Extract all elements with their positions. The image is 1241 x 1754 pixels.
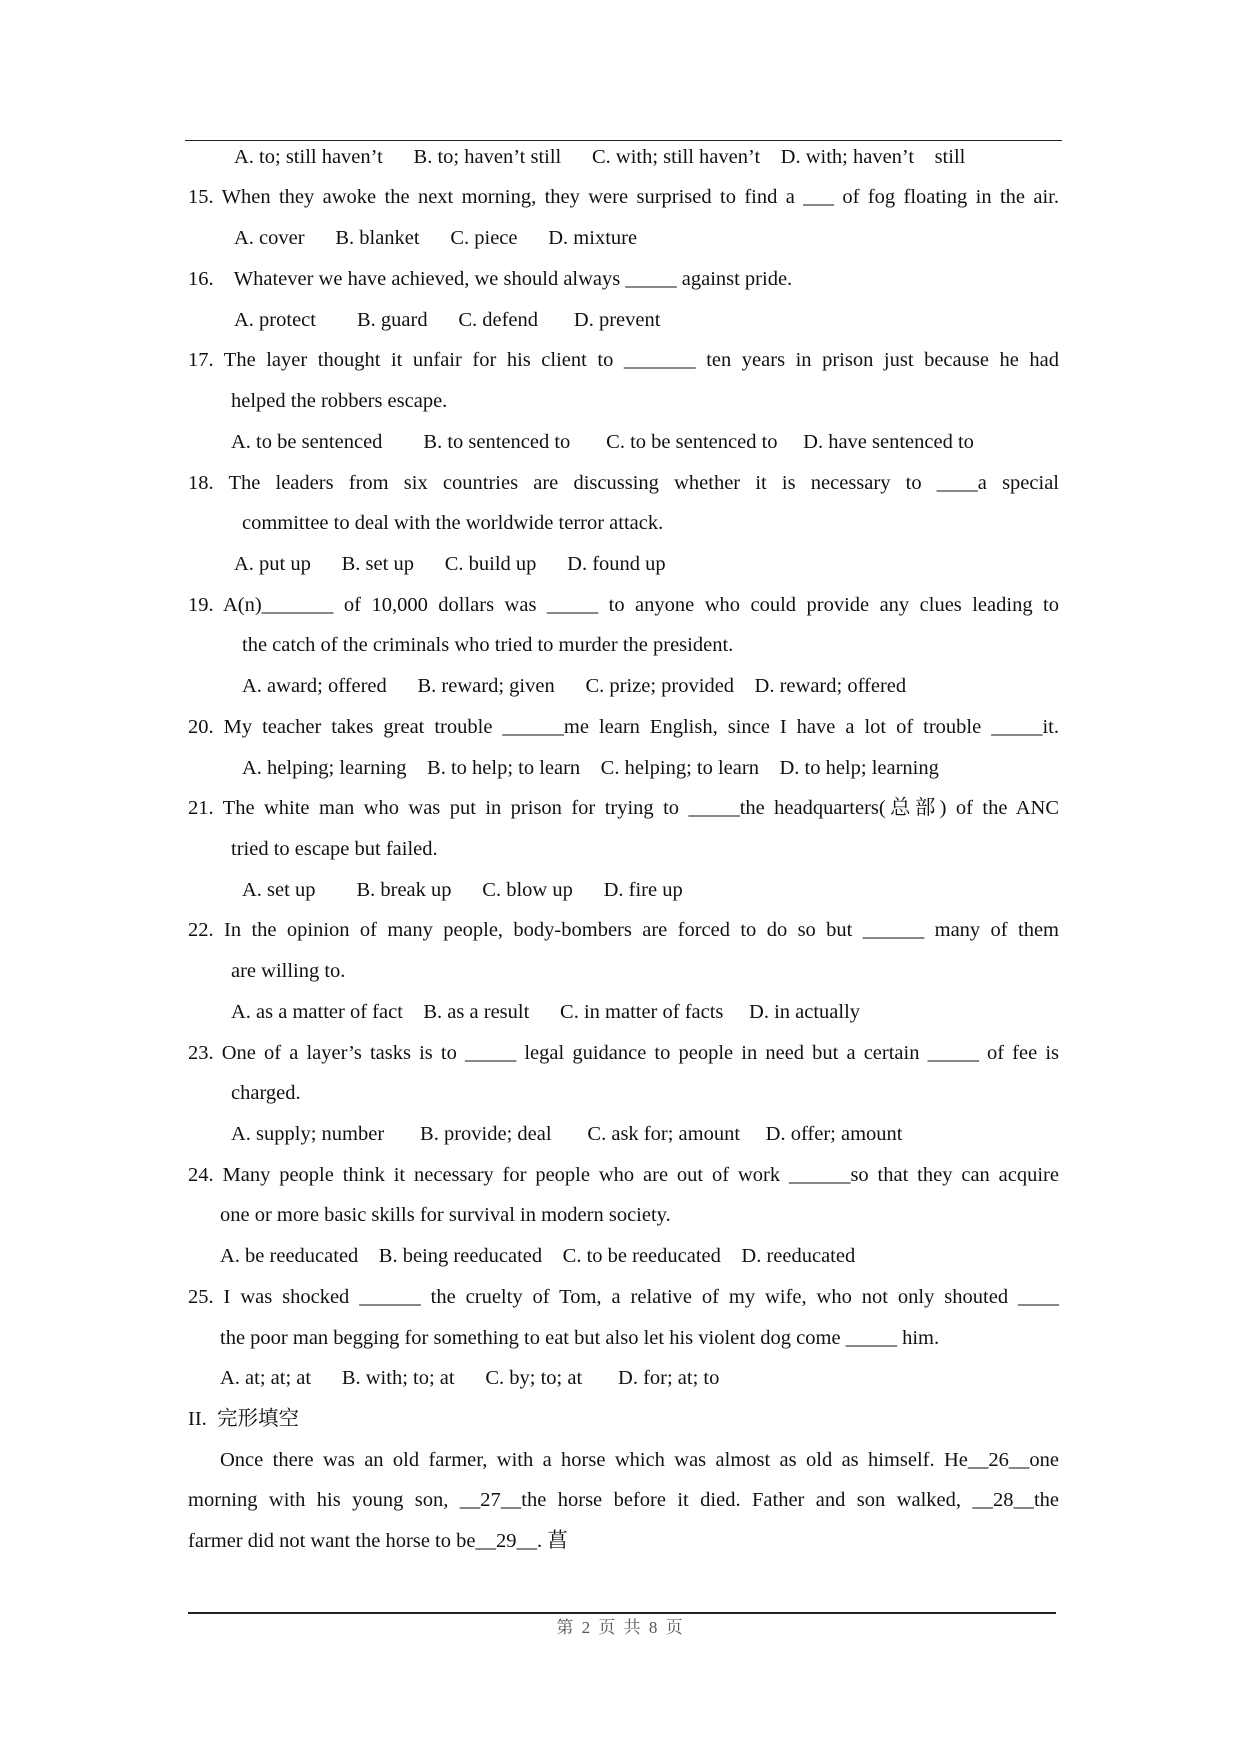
text-line: A. to; still haven’t B. to; haven’t still C. with; still haven’t D. with; haven’t still xyxy=(234,146,966,168)
text-line: II. 完形填空 xyxy=(188,1408,300,1430)
text-line: 21. The white man who was put in prison for trying to _____the headquarters(总部) of the ANC xyxy=(188,797,1059,819)
text-line: farmer did not want the horse to be__29__. 菖 xyxy=(188,1530,568,1552)
text-line: helped the robbers escape. xyxy=(231,390,448,412)
page-number-footer: 第 2 页 共 8 页 xyxy=(556,1618,685,1637)
text-line: A. as a matter of fact B. as a result C. in matter of facts D. in actually xyxy=(231,1001,861,1023)
text-line: 18. The leaders from six countries are discussing whether it is necessary to ____a special xyxy=(188,472,1059,494)
text-line: A. supply; number B. provide; deal C. ask for; amount D. offer; amount xyxy=(231,1123,903,1145)
text-line: A. cover B. blanket C. piece D. mixture xyxy=(234,227,638,249)
text-line: 23. One of a layer’s tasks is to _____ legal guidance to people in need but a certain _____ of fee is xyxy=(188,1042,1059,1064)
header-rule xyxy=(185,140,1062,141)
text-line: 22. In the opinion of many people, body-bombers are forced to do so but ______ many of them xyxy=(188,919,1059,941)
text-line: charged. xyxy=(231,1082,301,1104)
text-line: A. set up B. break up C. blow up D. fire up xyxy=(242,879,683,901)
text-line: 25. I was shocked ______ the cruelty of Tom, a relative of my wife, who not only shouted ____ xyxy=(188,1286,1059,1308)
text-line: tried to escape but failed. xyxy=(231,838,438,860)
text-line: 17. The layer thought it unfair for his client to _______ ten years in prison just because he had xyxy=(188,349,1059,371)
text-line: 16. Whatever we have achieved, we should always _____ against pride. xyxy=(188,268,793,290)
text-line: A. award; offered B. reward; given C. prize; provided D. reward; offered xyxy=(242,675,907,697)
text-line: A. put up B. set up C. build up D. found up xyxy=(234,553,666,575)
text-line: the poor man begging for something to eat but also let his violent dog come _____ him. xyxy=(220,1327,940,1349)
text-line: 20. My teacher takes great trouble ______me learn English, since I have a lot of trouble _____it. xyxy=(188,716,1059,738)
text-line: 15. When they awoke the next morning, they were surprised to find a ___ of fog floating in the air. xyxy=(188,186,1059,208)
text-line: A. to be sentenced B. to sentenced to C. to be sentenced to D. have sentenced to xyxy=(231,431,974,453)
text-line: the catch of the criminals who tried to murder the president. xyxy=(242,634,734,656)
text-line: morning with his young son, __27__the horse before it died. Father and son walked, __28__the xyxy=(188,1489,1059,1511)
text-line: are willing to. xyxy=(231,960,346,982)
text-line: A. at; at; at B. with; to; at C. by; to; at D. for; at; to xyxy=(220,1367,720,1389)
text-line: 19. A(n)_______ of 10,000 dollars was _____ to anyone who could provide any clues leading to xyxy=(188,594,1059,616)
text-line: A. be reeducated B. being reeducated C. to be reeducated D. reeducated xyxy=(220,1245,856,1267)
text-line: A. helping; learning B. to help; to learn C. helping; to learn D. to help; learning xyxy=(242,757,939,779)
text-line: one or more basic skills for survival in modern society. xyxy=(220,1204,671,1226)
text-line: Once there was an old farmer, with a horse which was almost as old as himself. He__26__one xyxy=(220,1449,1059,1471)
text-line: committee to deal with the worldwide terror attack. xyxy=(242,512,664,534)
footer-rule xyxy=(188,1612,1056,1614)
text-line: A. protect B. guard C. defend D. prevent xyxy=(234,309,661,331)
text-line: 24. Many people think it necessary for people who are out of work ______so that they can acquire xyxy=(188,1164,1059,1186)
